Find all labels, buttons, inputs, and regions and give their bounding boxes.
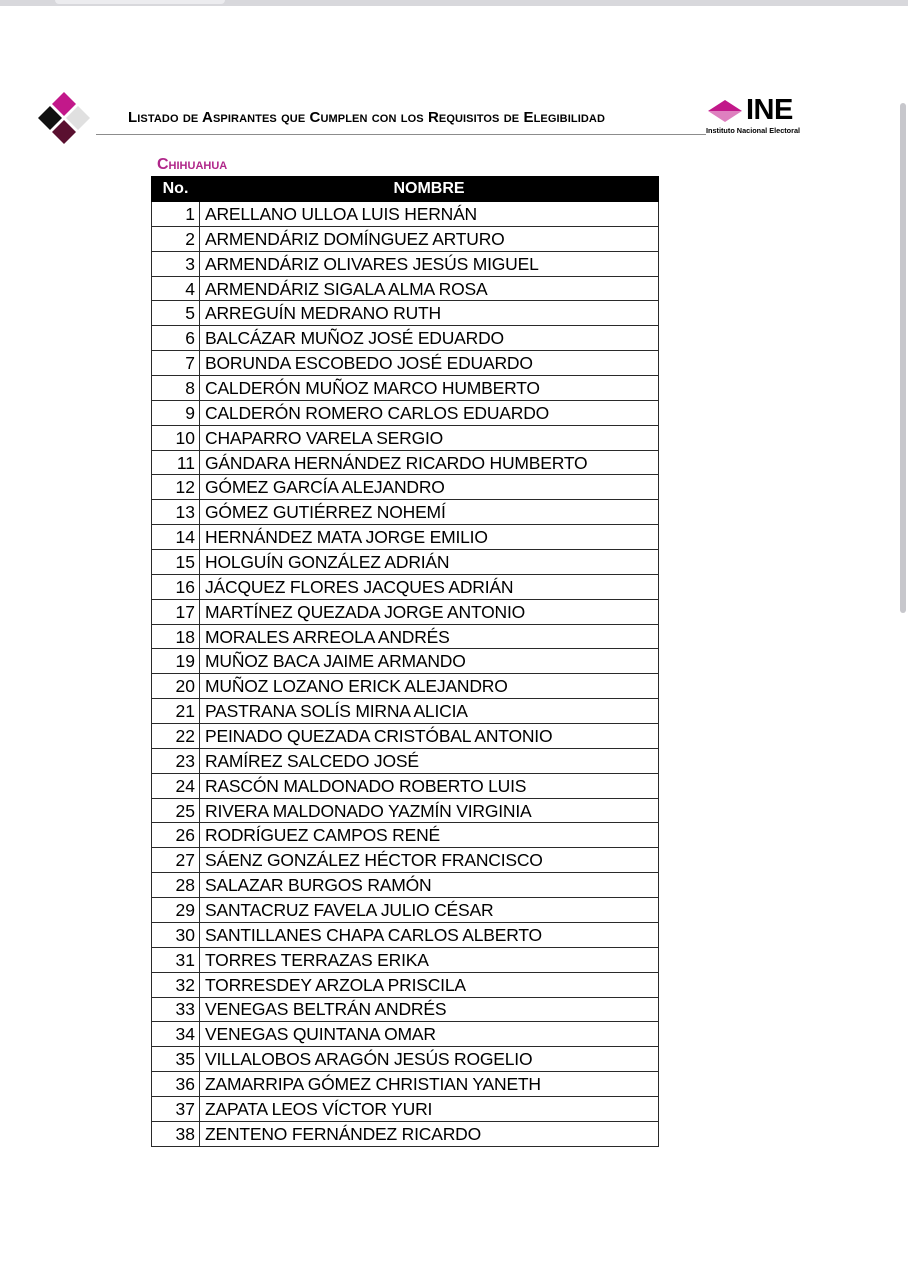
aspirant-name: ARREGUÍN MEDRANO RUTH: [200, 301, 659, 326]
aspirant-name: BORUNDA ESCOBEDO JOSÉ EDUARDO: [200, 351, 659, 376]
table-row: [152, 947, 659, 972]
row-number: 25: [152, 798, 200, 823]
aspirant-name: GÓMEZ GUTIÉRREZ NOHEMÍ: [200, 500, 659, 525]
row-number: 34: [152, 1022, 200, 1047]
row-number: 29: [152, 898, 200, 923]
row-number: 7: [152, 351, 200, 376]
aspirant-name: ARMENDÁRIZ DOMÍNGUEZ ARTURO: [200, 226, 659, 251]
table-row: [152, 500, 659, 525]
aspirant-name: ZENTENO FERNÁNDEZ RICARDO: [200, 1121, 659, 1146]
table-row: [152, 699, 659, 724]
row-number: 36: [152, 1072, 200, 1097]
aspirant-name: SANTACRUZ FAVELA JULIO CÉSAR: [200, 898, 659, 923]
table-row: [152, 450, 659, 475]
column-header-number: No.: [152, 177, 200, 202]
table-row: [152, 400, 659, 425]
table-row: [152, 823, 659, 848]
table-row: [152, 226, 659, 251]
table-row: [152, 202, 659, 227]
table-row: [152, 624, 659, 649]
scrollbar[interactable]: [900, 103, 906, 613]
aspirant-name: ARELLANO ULLOA LUIS HERNÁN: [200, 202, 659, 227]
table-row: [152, 997, 659, 1022]
row-number: 2: [152, 226, 200, 251]
aspirant-name: SALAZAR BURGOS RAMÓN: [200, 873, 659, 898]
row-number: 11: [152, 450, 200, 475]
table-row: [152, 674, 659, 699]
aspirant-name: SANTILLANES CHAPA CARLOS ALBERTO: [200, 922, 659, 947]
document-title: Listado de Aspirantes que Cumplen con los Requisitos de Elegibilidad: [128, 109, 605, 126]
row-number: 22: [152, 724, 200, 749]
table-row: [152, 276, 659, 301]
row-number: 5: [152, 301, 200, 326]
row-number: 21: [152, 699, 200, 724]
row-number: 16: [152, 574, 200, 599]
aspirant-name: VILLALOBOS ARAGÓN JESÚS ROGELIO: [200, 1047, 659, 1072]
row-number: 19: [152, 649, 200, 674]
table-row: [152, 1096, 659, 1121]
ine-logo-text: INE: [746, 94, 793, 126]
table-row: [152, 326, 659, 351]
table-header-row: [152, 177, 659, 202]
row-number: 6: [152, 326, 200, 351]
row-number: 30: [152, 922, 200, 947]
row-number: 20: [152, 674, 200, 699]
row-number: 8: [152, 376, 200, 401]
table-row: [152, 599, 659, 624]
column-header-name: NOMBRE: [200, 177, 659, 202]
table-row: [152, 922, 659, 947]
aspirant-name: PASTRANA SOLÍS MIRNA ALICIA: [200, 699, 659, 724]
aspirant-name: HOLGUÍN GONZÁLEZ ADRIÁN: [200, 550, 659, 575]
row-number: 13: [152, 500, 200, 525]
table-row: [152, 724, 659, 749]
row-number: 14: [152, 525, 200, 550]
row-number: 4: [152, 276, 200, 301]
row-number: 24: [152, 773, 200, 798]
row-number: 32: [152, 972, 200, 997]
aspirant-name: RASCÓN MALDONADO ROBERTO LUIS: [200, 773, 659, 798]
table-row: [152, 848, 659, 873]
aspirant-name: ARMENDÁRIZ OLIVARES JESÚS MIGUEL: [200, 251, 659, 276]
table-row: [152, 574, 659, 599]
table-row: [152, 1047, 659, 1072]
table-row: [152, 1121, 659, 1146]
table-row: [152, 649, 659, 674]
table-row: [152, 475, 659, 500]
table-row: [152, 425, 659, 450]
aspirant-name: GÓMEZ GARCÍA ALEJANDRO: [200, 475, 659, 500]
row-number: 17: [152, 599, 200, 624]
table-row: [152, 376, 659, 401]
table-row: [152, 351, 659, 376]
aspirant-name: RODRÍGUEZ CAMPOS RENÉ: [200, 823, 659, 848]
aspirant-name: RIVERA MALDONADO YAZMÍN VIRGINIA: [200, 798, 659, 823]
aspirant-name: BALCÁZAR MUÑOZ JOSÉ EDUARDO: [200, 326, 659, 351]
aspirant-name: ZAMARRIPA GÓMEZ CHRISTIAN YANETH: [200, 1072, 659, 1097]
aspirant-name: CALDERÓN ROMERO CARLOS EDUARDO: [200, 400, 659, 425]
browser-address-pill[interactable]: [55, 0, 225, 4]
ine-diamond-icon: [708, 100, 742, 122]
row-number: 12: [152, 475, 200, 500]
row-number: 26: [152, 823, 200, 848]
table-row: [152, 1072, 659, 1097]
title-divider: [96, 134, 706, 135]
row-number: 3: [152, 251, 200, 276]
row-number: 28: [152, 873, 200, 898]
table-row: [152, 251, 659, 276]
table-row: [152, 773, 659, 798]
row-number: 31: [152, 947, 200, 972]
aspirant-name: SÁENZ GONZÁLEZ HÉCTOR FRANCISCO: [200, 848, 659, 873]
row-number: 15: [152, 550, 200, 575]
row-number: 1: [152, 202, 200, 227]
aspirant-name: GÁNDARA HERNÁNDEZ RICARDO HUMBERTO: [200, 450, 659, 475]
table-row: [152, 798, 659, 823]
aspirant-name: RAMÍREZ SALCEDO JOSÉ: [200, 748, 659, 773]
aspirant-name: JÁCQUEZ FLORES JACQUES ADRIÁN: [200, 574, 659, 599]
row-number: 18: [152, 624, 200, 649]
ine-logo-subtitle: Instituto Nacional Electoral: [706, 126, 801, 135]
row-number: 35: [152, 1047, 200, 1072]
diamond-logo-icon: [36, 92, 92, 148]
row-number: 33: [152, 997, 200, 1022]
aspirant-name: HERNÁNDEZ MATA JORGE EMILIO: [200, 525, 659, 550]
row-number: 27: [152, 848, 200, 873]
table-row: [152, 873, 659, 898]
aspirant-name: ZAPATA LEOS VÍCTOR YURI: [200, 1096, 659, 1121]
table-row: [152, 898, 659, 923]
aspirant-name: PEINADO QUEZADA CRISTÓBAL ANTONIO: [200, 724, 659, 749]
aspirant-name: CALDERÓN MUÑOZ MARCO HUMBERTO: [200, 376, 659, 401]
row-number: 9: [152, 400, 200, 425]
ine-logo: [704, 94, 828, 138]
row-number: 37: [152, 1096, 200, 1121]
aspirant-name: TORRES TERRAZAS ERIKA: [200, 947, 659, 972]
aspirant-name: TORRESDEY ARZOLA PRISCILA: [200, 972, 659, 997]
table-row: [152, 972, 659, 997]
table-row: [152, 1022, 659, 1047]
browser-top-bar: [0, 0, 908, 6]
state-heading: Chihuahua: [157, 156, 228, 173]
aspirant-name: VENEGAS BELTRÁN ANDRÉS: [200, 997, 659, 1022]
row-number: 23: [152, 748, 200, 773]
table-row: [152, 301, 659, 326]
aspirants-table: [151, 176, 659, 1147]
aspirant-name: MUÑOZ BACA JAIME ARMANDO: [200, 649, 659, 674]
row-number: 10: [152, 425, 200, 450]
table-row: [152, 550, 659, 575]
aspirant-name: VENEGAS QUINTANA OMAR: [200, 1022, 659, 1047]
row-number: 38: [152, 1121, 200, 1146]
table-row: [152, 748, 659, 773]
aspirant-name: MARTÍNEZ QUEZADA JORGE ANTONIO: [200, 599, 659, 624]
aspirant-name: ARMENDÁRIZ SIGALA ALMA ROSA: [200, 276, 659, 301]
aspirant-name: CHAPARRO VARELA SERGIO: [200, 425, 659, 450]
table-row: [152, 525, 659, 550]
aspirant-name: MUÑOZ LOZANO ERICK ALEJANDRO: [200, 674, 659, 699]
aspirant-name: MORALES ARREOLA ANDRÉS: [200, 624, 659, 649]
table-body: [152, 202, 659, 1147]
